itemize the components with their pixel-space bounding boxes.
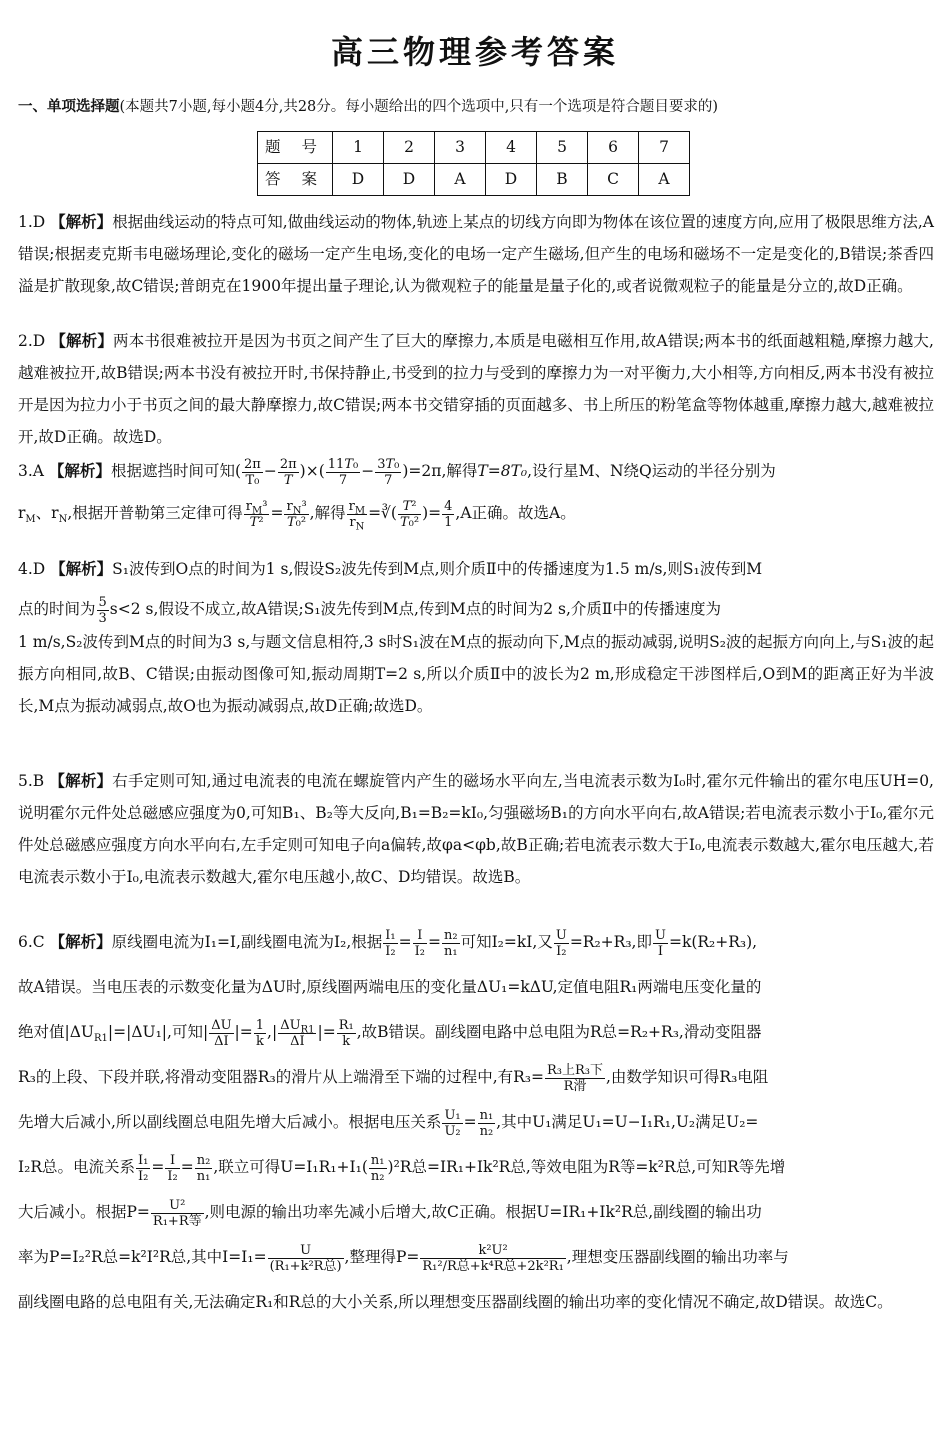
formula-turns-squared: ( $\frac{\text{n₁}}{\text{n₂}}$ )² — [361, 1152, 400, 1184]
question-text: 副线圈电路的总电阻有关,无法确定R₁和R总的大小关系,所以理想变压器副线圈的输出功率的变化情况不确定,故D错误。故选C。 — [18, 1293, 893, 1311]
question-text: ,理想变压器副线圈的输出功率与 — [566, 1248, 789, 1266]
question-text: 根据遮挡时间可知 — [110, 462, 235, 480]
question-label: 3.A — [18, 462, 44, 480]
answer-table — [257, 131, 690, 196]
number-cell: 1 — [333, 132, 384, 164]
row-header-number: 题 号 — [258, 132, 333, 164]
question-text: S₁波传到O点的时间为1 s,假设S₂波先传到M点,则介质Ⅱ中的传播速度为1.5 m/s,则S₁波传到M — [112, 560, 763, 578]
question-5 — [18, 765, 934, 893]
formula-power: $\frac{\text{U²}}{\text{R₁+R等}}$ — [152, 1197, 202, 1229]
question-text: ,解得 — [309, 504, 346, 522]
question-text: ,整理得P= — [344, 1248, 420, 1266]
number-cell: 7 — [639, 132, 690, 164]
number-cell: 4 — [486, 132, 537, 164]
question-text: ,根据开普勒第三定律可得 — [67, 504, 243, 522]
question-text: ,故B错误。副线圈电路中总电阻为R总=R₂+R₃,滑动变阻器 — [356, 1023, 762, 1041]
page-title: 高三物理参考答案 — [330, 33, 619, 71]
analysis-tag: 【解析】 — [49, 772, 113, 790]
number-cell: 6 — [588, 132, 639, 164]
question-text: 根据曲线运动的特点可知,做曲线运动的物体,轨迹上某点的切线方向即为物体在该位置的速度方向,应用了极限思维方法,A错误;根据麦克斯韦电磁场理论,变化的磁场一定产生电场,变化的电场一定产生磁场,但产生的电场和磁场不一定是变化的,B错误;茶香四溢是扩散现象,故C错误;普朗克在1900年提出量子理论,认为微观粒子的能量是量子化的,或者说微观粒子的能量是分立的,故D正确。 — [18, 213, 934, 295]
answer-cell: A — [639, 164, 690, 196]
formula-u-over-i: $\frac{U}{I}$ — [654, 927, 666, 959]
answer-cell: B — [537, 164, 588, 196]
formula-current-ratio-2: $\frac{\text{I₁}}{\text{I₂}}$ = $\frac{I}{\text{I₂}}$ = $\frac{\text{n₂}}{\text{n₁}}$ — [138, 1152, 211, 1184]
answer-cell: C — [588, 164, 639, 196]
formula-output-power: $\frac{\text{k²U²}}{\text{R₁²/R总+k⁴R总+2k²R₁}}$ — [422, 1242, 564, 1274]
question-label: 4.D — [18, 560, 46, 578]
number-cell: 3 — [435, 132, 486, 164]
formula-occlusion-time: ( $\frac{2\pi}{\text{T₀}}$ − $\frac{2\pi}{T}$ )×( $\frac{\text{11T₀}}{7}$ − $\frac{\text{3T₀}}{7}$ )=2π — [234, 456, 442, 488]
formula-parallel: $\frac{\text{R₃上R₃下}}{\text{R滑}}$ — [547, 1062, 603, 1094]
formula-ratio: $\frac{r_M}{r_N}$ =∛( $\frac{\text{T²}}{\text{T₀²}}$ )= $\frac{4}{1}$ — [348, 498, 453, 533]
question-text: 1 m/s,S₂波传到M点的时间为3 s,与题文信息相符,3 s时S₁波在M点的振动向下,M点的振动减弱,说明S₂波的起振方向向上,与S₁波的起振方向相同,故B、C错误;由振动图像可知,振动周期T=2 s,所以介质Ⅱ中的波长为2 m,形成稳定干涉图样后,O到M的距离正好为半波长,M点为振动减弱点,故O也为振动减弱点,故D正确;故选D。 — [18, 632, 934, 715]
question-text: 右手定则可知,通过电流表的电流在螺旋管内产生的磁场水平向左,当电流表示数为I₀时,霍尔元件输出的霍尔电压UH=0,说明霍尔元件处总磁感应强度为0,可知B₁、B₂等大反向,B₁=B₂=kI₀,匀强磁场B₁的方向水平向右,故A错误;若电流表示数小于I₀,霍尔元件处总磁感应强度方向水平向右,左手定则可知电子向a偏转,故φa<φb,故B正确;若电流表示数大于I₀,电流表示数越大,霍尔电压越大,若电流表示数小于I₀,电流表示数越大,霍尔电压越小,故C、D均错误。故选B。 — [18, 772, 934, 886]
number-cell: 2 — [384, 132, 435, 164]
analysis-tag: 【解析】 — [50, 332, 114, 350]
analysis-tag: 【解析】 — [50, 560, 113, 578]
answer-cell: A — [435, 164, 486, 196]
question-text: ,设行星M、N绕Q运动的半径分别为 — [527, 462, 776, 480]
number-cell: 5 — [537, 132, 588, 164]
section-label: 一、单项选择题 — [18, 99, 120, 115]
question-text: ,其中U₁满足U₁=U−I₁R₁,U₂满足U₂= — [496, 1113, 759, 1131]
formula-delta-ratio: | $\frac{\Delta U}{\Delta I}$ |= $\frac{1}{k}$ ,| $\frac{\Delta U_{R1}}{\Delta I}$ |= $\frac{\text{R₁}}{k}$ — [202, 1017, 354, 1049]
question-1 — [18, 206, 934, 302]
question-label: 2.D — [18, 332, 46, 350]
answer-cell: D — [486, 164, 537, 196]
question-text: R₃的上段、下段并联,将滑动变阻器R₃的滑片从上端滑至下端的过程中,有R₃= — [18, 1068, 544, 1086]
formula-voltage-ratio: $\frac{\text{U₁}}{\text{U₂}}$ = $\frac{\text{n₁}}{\text{n₂}}$ — [444, 1107, 494, 1139]
section-note: (本题共7小题,每小题4分,共28分。每小题给出的四个选项中,只有一个选项是符合题目要求的) — [119, 99, 719, 115]
question-text: 大后减小。根据P= — [18, 1203, 150, 1221]
question-text: 点的时间为 — [18, 600, 96, 618]
question-text: 先增大后减小,所以副线圈总电阻先增大后减小。根据电压关系 — [18, 1113, 442, 1131]
answer-table-answer-row — [258, 164, 690, 196]
formula-u-over-i2: $\frac{U}{\text{I₂}}$ — [555, 927, 567, 959]
question-4 — [18, 553, 934, 722]
question-text: ,则电源的输出功率先减小后增大,故C正确。根据U=IR₁+Ik²R总,副线圈的输出功 — [204, 1203, 762, 1221]
question-text: 故A错误。当电压表的示数变化量为ΔU时,原线圈两端电压的变化量ΔU₁=kΔU,定值电阻R₁两端电压变化量的 — [18, 978, 762, 996]
formula-current-ratio: $\frac{\text{I₁}}{\text{I₂}}$ = $\frac{I}{\text{I₂}}$ = $\frac{\text{n₂}}{\text{n₁}}$ — [385, 927, 458, 959]
answer-cell: D — [384, 164, 435, 196]
analysis-tag: 【解析】 — [50, 213, 113, 231]
question-text: |=|ΔU₁|,可知 — [107, 1023, 203, 1041]
question-text: =R₂+R₃,即 — [569, 933, 652, 951]
formula-radii: $r_M$、$r_N$ — [18, 504, 68, 526]
question-text: ,由数学知识可得R₃电阻 — [606, 1068, 769, 1086]
question-text: s<2 s,假设不成立,故A错误;S₁波先传到M点,传到M点的时间为2 s,介质Ⅱ中的传播速度为 — [109, 600, 721, 618]
question-6: 6.C 【解析】原线圈电流为I₁=I,副线圈电流为I₂,根据 $\frac{\text{I₁}}{\text{I₂}}$ = $\frac{I}{\text{I₂}}$ = $\frac{\text{n₂}}{\text{n₁}}$ 可知I₂=kI,又 $\frac{U}{\text{I₂}}$ =R₂+R₃,即 $\frac{U}{I}$ =k(R₂+R₃), 故A错误。当电压表的示数变化量为ΔU时,原线圈两端电压的变化量ΔU₁=kΔU,定值电阻R₁两端电压变化量的 绝对值$|\Delta U_{R1}|=|\Delta U_1|$,可知| $\frac{\Delta U}{\Delta I}$ |= $\frac{1}{k}$ ,| $\frac{\Delta U_{R1}}{\Delta I}$ |= $\frac{\text{R₁}}{k}$ ,故B错误。副线圈电路中总电阻为R总=R₂+R₃,滑动变阻器 R₃的上段、下段并联,将滑动变阻器R₃的滑片从上端滑至下端的过程中,有R₃= $\frac{\text{R₃上R₃下}}{\text{R滑}}$ ,由数学知识可得R₃电阻 先增大后减小,所以副线圈总电阻先增大后减小。根据电压关系 $\frac{\text{U₁}}{\text{U₂}}$ = $\frac{\text{n₁}}{\text{n₂}}$ ,其中U₁满足U₁=U−I₁R₁,U₂满足U₂= I₂R总。电流关系 $\frac{\text{I₁}}{\text{I₂}}$ = $\frac{I}{\text{I₂}}$ = $\frac{\text{n₂}}{\text{n₁}}$ ,联立可得U=I₁R₁+I₁( $\frac{\text{n₁}}{\text{n₂}}$ )²R总=IR₁+Ik²R总,等效电阻为R等=k²R总,可知R等先增 大后减小。根据P= $\frac{\text{U²}}{\text{R₁+R等}}$ ,则电源的输出功率先减小后增大,故C正确。根据U=IR₁+Ik²R总,副线圈的输出功 率为P=I₂²R总=k²I²R总,其中I=I₁= $\frac{U}{\text{(R₁+k²R总)}}$ ,整理得P= $\frac{\text{k²U²}}{\text{R₁²/R总+k⁴R总+2k²R₁}}$ ,理想变压器副线圈的输出功率与 副线圈电路的总电阻有关,无法确定R₁和R总的大小关系,所以理想变压器副线圈的输出功率的变化情况不确定,故D错误。故选C。 — [18, 927, 893, 1311]
question-text: I₂R总。电流关系 — [18, 1158, 136, 1176]
question-label: 6.C — [18, 933, 45, 951]
question-2 — [18, 325, 934, 453]
question-text: 绝对值|ΔU — [18, 1023, 94, 1041]
answer-table-number-row — [258, 132, 690, 164]
section-header — [18, 94, 938, 120]
formula-period: T=8T₀ — [477, 462, 528, 480]
question-label: 5.B — [18, 772, 45, 790]
question-text: 原线圈电流为I₁=I,副线圈电流为I₂,根据 — [111, 933, 383, 951]
question-3 — [18, 450, 934, 534]
question-text: 可知I₂=kI,又 — [460, 933, 553, 951]
question-text: ,A正确。故选A。 — [455, 504, 576, 522]
question-text: 两本书很难被拉开是因为书页之间产生了巨大的摩擦力,本质是电磁相互作用,故A错误;两本书的纸面越粗糙,摩擦力越大,越难被拉开,故B错误;两本书没有被拉开时,书保持静止,书受到的拉力与受到的摩擦力为一对平衡力,大小相等,方向相反,两本书没有被拉开是因为拉力小于书页之间的最大静摩擦力,故C错误;两本书交错穿插的页面越多、书上所压的粉笔盒等物体越重,摩擦力越大,越难被拉开,故D正确。故选D。 — [18, 332, 934, 446]
question-text: 率为P=I₂²R总=k²I²R总,其中I=I₁= — [18, 1248, 267, 1266]
answer-cell: D — [333, 164, 384, 196]
question-text: ,联立可得U=I₁R₁+I₁ — [213, 1158, 362, 1176]
analysis-tag: 【解析】 — [48, 462, 111, 480]
formula-time: $\frac{5}{3}$ — [98, 594, 107, 626]
question-text: ,解得 — [441, 462, 478, 480]
row-header-answer: 答 案 — [258, 164, 333, 196]
analysis-tag: 【解析】 — [49, 933, 112, 951]
formula-current: $\frac{U}{\text{(R₁+k²R总)}}$ — [269, 1242, 342, 1274]
question-label: 1.D — [18, 213, 46, 231]
question-text: R总=IR₁+Ik²R总,等效电阻为R等=k²R总,可知R等先增 — [399, 1158, 786, 1176]
question-text: =k(R₂+R₃), — [668, 933, 758, 951]
formula-kepler: $\frac{r_M^3}{\text{T²}}$ = $\frac{r_N^3}{\text{T₀²}}$ — [245, 498, 307, 530]
